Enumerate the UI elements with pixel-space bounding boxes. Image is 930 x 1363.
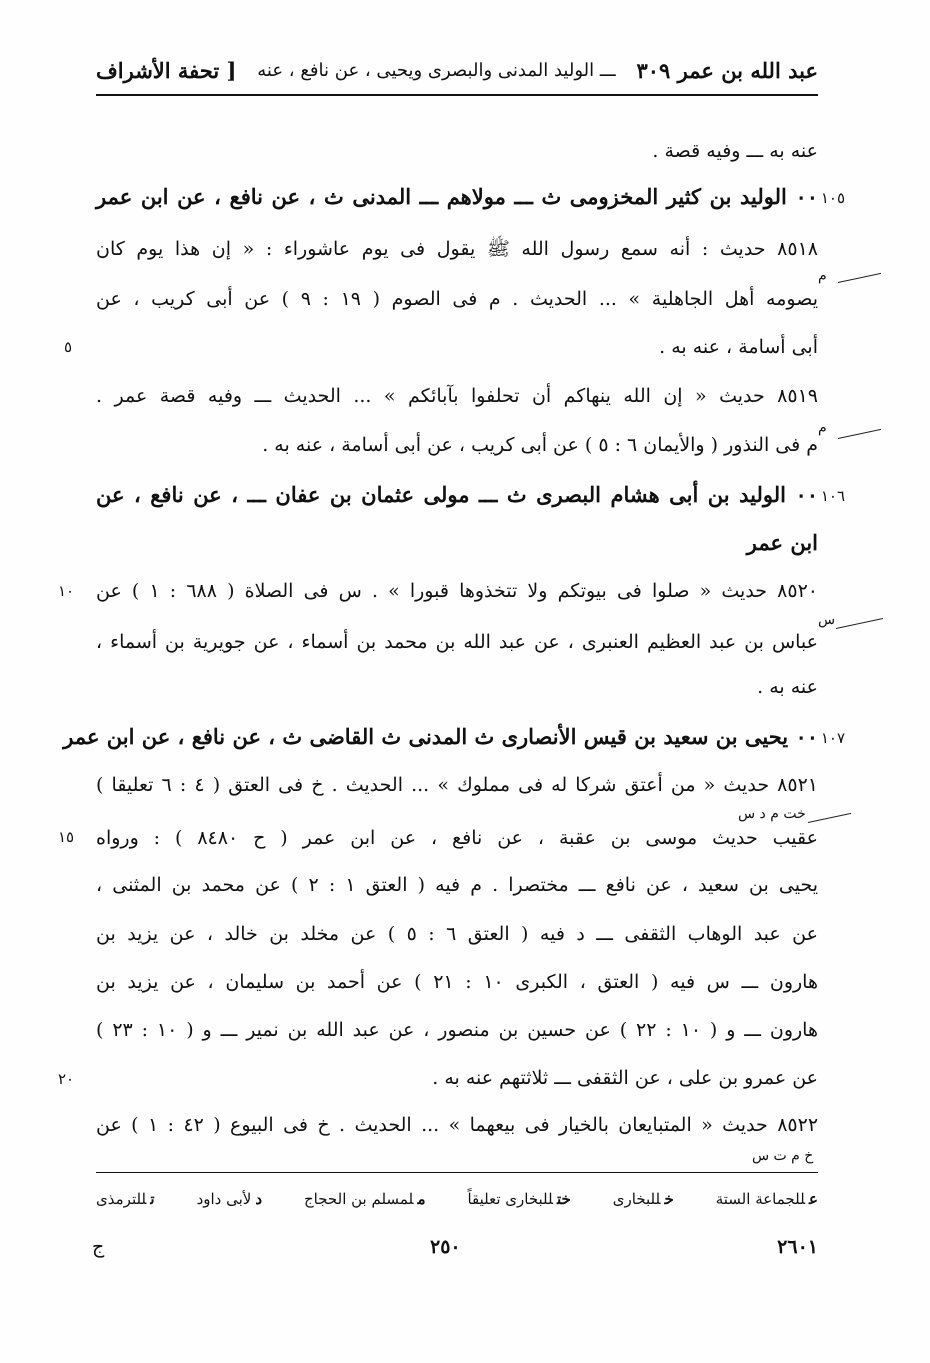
header-right: عبد الله بن عمر ٣٠٩: [636, 57, 818, 83]
margin-dash: [838, 273, 881, 283]
text-line: أبى أسامة ، عنه به .: [659, 336, 818, 358]
text-line: عن عمرو بن على ، عن الثقفى ـــ ثلاثتهم عنه به .: [432, 1067, 818, 1089]
legend-item: تللترمذى: [96, 1190, 155, 1208]
side-code: م: [818, 420, 827, 436]
text-line: عقيب حديث موسى بن عقبة ، عن نافع ، عن ابن عمر ( ح ٨٤٨٠ ) : ورواه: [96, 827, 818, 849]
volume-number: ٢٦٠١: [777, 1236, 818, 1258]
entry-heading: ٠٠ يحيى بن سعيد بن قيس الأنصارى ث المدنى ث القاضى ث ، عن نافع ، عن ابن عمر: [63, 724, 818, 749]
text-line: يصومه أهل الجاهلية » ... الحديث . م فى الصوم ( ١٩ : ٩ ) عن أبى كريب ، عن: [96, 288, 819, 310]
entry-heading-cont: ابن عمر: [746, 530, 818, 555]
entry-number: ١٠٦: [820, 487, 845, 505]
header-center: ـــ الوليد المدنى والبصرى ويحيى ، عن نافع ، عنه: [257, 59, 616, 81]
hadith-line: ٨٥٢٢ حديث « المتبايعان بالخيار فى بيعهما » ... الحديث . خ فى البيوع ( ٤٢ : ١ ) عن: [96, 1114, 819, 1136]
side-code: خ م ت س: [752, 1148, 814, 1164]
margin-dash: [836, 618, 883, 629]
hadith-line: ٨٥٢١ حديث « من أعتق شركا له فى مملوك » ... الحديث . خ فى العتق ( ٤ : ٦ تعليقا ): [96, 774, 818, 796]
legend-item: خللبخارى: [612, 1190, 674, 1208]
text-line: عباس بن عبد العظيم العنبرى ، عن عبد الله بن محمد بن أسماء ، عن جويرية بن أسماء ،: [96, 631, 818, 653]
margin-dash: [838, 429, 881, 439]
text-line: عن عبد الوهاب الثقفى ـــ د فيه ( العتق ٦ : ٥ ) عن مخلد بن خالد ، عن يزيد بن: [96, 923, 818, 945]
header-rule: [96, 94, 818, 96]
entry-number: ١٠٧: [820, 729, 845, 747]
text-line: هارون ـــ و ( ١٠ : ٢٢ ) عن حسين بن منصور ، عن عبد الله بن نمير ـــ و ( ١٠ : ٢٣ ): [96, 1019, 818, 1041]
legend-item: ختللبخارى تعليقاً: [467, 1190, 571, 1208]
legend-item: عللجماعة الستة: [715, 1190, 818, 1208]
side-code: س: [818, 612, 836, 628]
signature-mark: ج: [92, 1236, 105, 1258]
hadith-line: ٨٥٢٠ حديث « صلوا فى بيوتكم ولا تتخذوها قبورا » . س فى الصلاة ( ٦٨٨ : ١ ) عن: [96, 580, 818, 602]
line-number: ٥: [64, 338, 73, 356]
text-line: م فى النذور ( والأيمان ٦ : ٥ ) عن أبى كريب ، عن أبى أسامة ، عنه به .: [262, 434, 818, 456]
side-code: م: [818, 268, 827, 284]
hadith-line: ٨٥١٨ حديث : أنه سمع رسول الله ﷺ يقول فى يوم عاشوراء : « إن هذا يوم كان: [96, 238, 818, 260]
footer-rule: [96, 1172, 818, 1173]
entry-heading: ٠٠ الوليد بن أبى هشام البصرى ث ـــ مولى عثمان بن عفان ـــ ، عن نافع ، عن: [96, 482, 818, 507]
side-code: خت م د س: [738, 806, 806, 822]
text-line: عنه به ـــ وفيه قصة .: [652, 140, 818, 162]
text-line: هارون ـــ س فيه ( العتق ، الكبرى ١٠ : ٢١ ) عن أحمد بن سليمان ، عن يزيد بن: [96, 971, 818, 993]
hadith-line: ٨٥١٩ حديث « إن الله ينهاكم أن تحلفوا بآبائكم » ... الحديث ـــ وفيه قصة عمر .: [96, 385, 818, 407]
entry-heading: ٠٠ الوليد بن كثير المخزومى ث ـــ مولاهم ـــ المدنى ث ، عن نافع ، عن ابن عمر: [96, 184, 818, 209]
text-line: عنه به .: [757, 676, 818, 698]
legend-item: دلأبى داود: [196, 1190, 263, 1208]
abbreviation-legend: [96, 1184, 818, 1214]
line-number: ١٥: [58, 828, 75, 846]
margin-dash: [808, 813, 851, 823]
legend-item: ملمسلم بن الحجاج: [304, 1190, 426, 1208]
entry-number: ١٠٥: [820, 189, 845, 207]
line-number: ٢٠: [58, 1070, 75, 1088]
line-number: ١٠: [58, 582, 75, 600]
page-number: ٢٥٠: [430, 1236, 461, 1258]
text-line: يحيى بن سعيد ، عن نافع ـــ مختصرا . م فيه ( العتق ١ : ٢ ) عن محمد بن المثنى ،: [96, 874, 819, 896]
running-header: [96, 48, 818, 92]
header-left: [ تحفة الأشراف: [96, 57, 237, 83]
